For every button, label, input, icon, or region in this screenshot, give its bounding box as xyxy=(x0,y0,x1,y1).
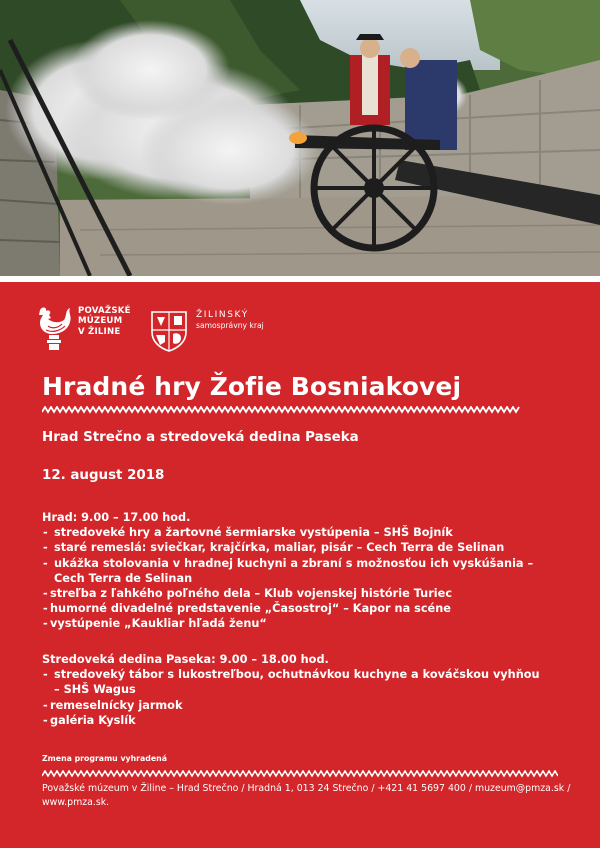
list-item-text: vystúpenie „Kaukliar hľadá ženu“ xyxy=(50,617,267,631)
region-logo xyxy=(150,310,264,352)
list-item xyxy=(42,556,562,571)
program-change-note: Zmena programu vyhradená xyxy=(42,754,167,763)
event-title: Hradné hry Žofie Bosniakovej xyxy=(42,372,462,401)
castle-program xyxy=(42,510,562,632)
cannon-photo-icon xyxy=(0,0,600,276)
list-item-text: streľba z ľahkého poľného dela – Klub vojenskej histórie Turiec xyxy=(50,587,453,601)
list-item xyxy=(42,540,562,555)
info-panel xyxy=(0,282,600,848)
museum-name xyxy=(78,306,131,337)
footer-contact xyxy=(42,782,572,809)
museum-name-line: POVAŽSKÉ xyxy=(78,306,131,316)
cannon-photo xyxy=(0,0,600,276)
village-program xyxy=(42,652,562,728)
list-item xyxy=(42,698,562,713)
museum-name-line: V ŽILINE xyxy=(78,326,121,337)
list-item-text: staré remeslá: sviečkar, krajčírka, maliar, pisár – Cech Terra de Selinan xyxy=(54,541,505,555)
footer-line: Považské múzeum v Žiline – Hrad Strečno / Hradná 1, 013 24 Strečno / +421 41 5697 400 / muzeum@pmza.sk / xyxy=(42,783,571,794)
region-name-line2: samosprávny kraj xyxy=(196,321,264,330)
event-date: 12. august 2018 xyxy=(42,468,165,483)
list-item xyxy=(42,667,562,682)
list-item-text: stredoveké hry a žartovné šermiarske vystúpenia – SHŠ Bojník xyxy=(54,526,453,540)
list-item xyxy=(42,586,562,601)
museum-name-line: MÚZEUM xyxy=(78,316,123,327)
event-subtitle: Hrad Strečno a stredoveká dedina Paseka xyxy=(42,430,359,445)
museum-logo xyxy=(34,306,131,352)
list-item-text: remeselnícky jarmok xyxy=(50,698,183,712)
coat-of-arms-icon xyxy=(150,310,188,352)
list-item-text: ukážka stolovania v hradnej kuchyni a zbraní s možnosťou ich vyskúšania – xyxy=(54,556,534,570)
list-item xyxy=(42,713,562,728)
village-program-heading: Stredoveká dedina Paseka: 9.00 – 18.00 hod. xyxy=(42,653,329,666)
list-item-text: galéria Kyslík xyxy=(50,713,136,727)
footer-zigzag-divider xyxy=(42,770,558,778)
rooster-icon xyxy=(34,306,74,352)
list-item xyxy=(42,616,562,631)
list-item-continuation: – SHŠ Wagus xyxy=(54,683,136,697)
castle-program-heading: Hrad: 9.00 – 17.00 hod. xyxy=(42,511,191,524)
title-zigzag-divider xyxy=(42,406,520,414)
list-item-text: humorné divadelné predstavenie „Časostroj“ – Kapor na scéne xyxy=(50,602,451,616)
region-name xyxy=(196,310,264,331)
list-item-text: stredoveký tábor s lukostreľbou, ochutnávkou kuchyne a kováčskou vyhňou xyxy=(54,668,540,682)
list-item xyxy=(42,525,562,540)
footer-website-link[interactable]: www.pmza.sk. xyxy=(42,796,110,808)
list-item xyxy=(42,601,562,616)
list-item-continuation: Cech Terra de Selinan xyxy=(54,571,193,585)
region-name-line1: ŽILINSKÝ xyxy=(196,310,249,320)
